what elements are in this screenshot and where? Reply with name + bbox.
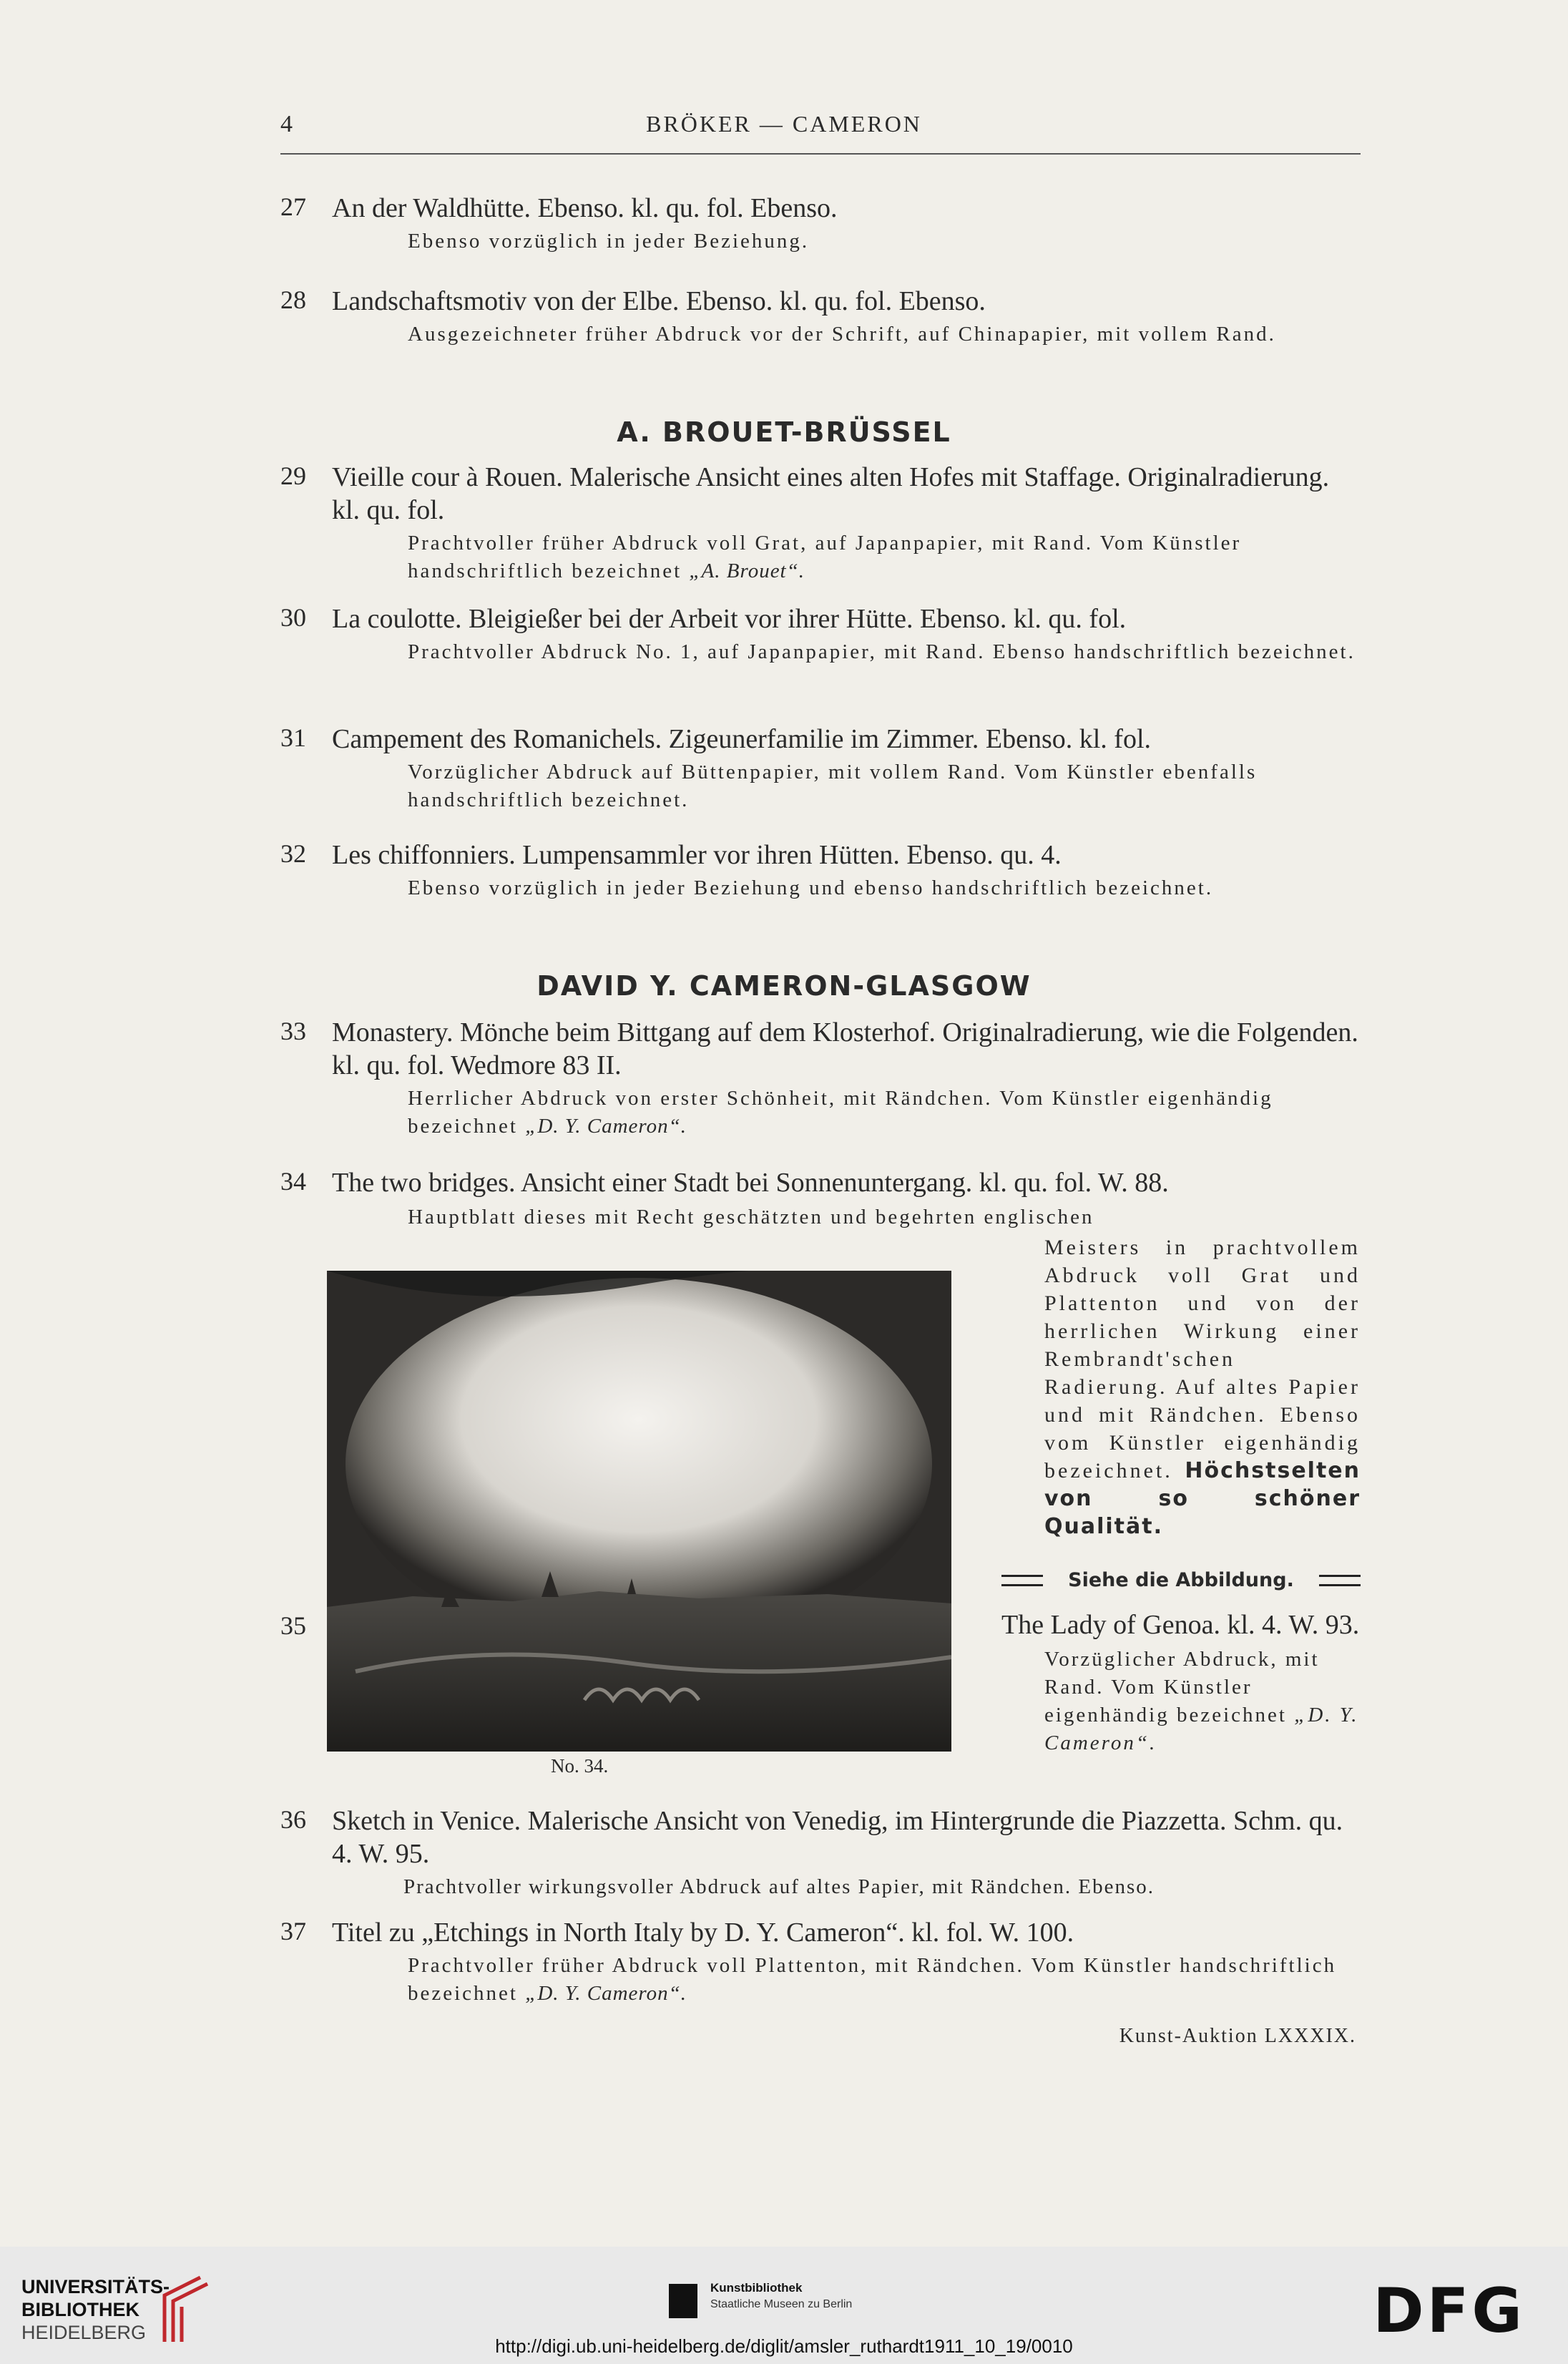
entry-number: 32 [280, 839, 306, 868]
etching-illustration [327, 1271, 951, 1752]
see-figure-note [1001, 1569, 1361, 1591]
entry-title: An der Waldhütte. Ebenso. kl. qu. fol. Ebenso. [332, 193, 838, 223]
entry-title: Sketch in Venice. Malerische Ansicht von Venedig, im Hintergrunde die Piazzetta. Schm. qu. 4. W. 95. [332, 1806, 1343, 1869]
section-heading-brouet: A. BROUET-BRÜSSEL [617, 416, 951, 448]
entry-title: The Lady of Genoa. kl. 4. W. 93. [1001, 1610, 1360, 1640]
entry-37 [280, 1916, 1361, 2008]
entry-note: Ebenso vorzüglich in jeder Beziehung und ebenso handschriftlich bezeichnet. [408, 876, 1214, 899]
entry-number: 27 [280, 192, 306, 221]
entry-28 [280, 285, 1361, 348]
library-name-line1: UNIVERSITÄTS- [21, 2276, 170, 2297]
entry-35 [1001, 1608, 1361, 1757]
entry-number: 28 [280, 285, 306, 314]
heidelberg-library-logo[interactable] [21, 2275, 170, 2344]
entry-29 [280, 461, 1361, 585]
entry-title: Titel zu „Etchings in North Italy by D. Y. Cameron“. kl. fol. W. 100. [332, 1918, 1074, 1948]
library-emblem-icon [157, 2274, 215, 2345]
library-name-line3: HEIDELBERG [21, 2322, 147, 2343]
section-heading-cameron: DAVID Y. CAMERON-GLASGOW [536, 970, 1032, 1002]
note-text: Prachtvoller früher Abdruck voll Grat, auf Japanpapier, mit Rand. Vom Künstler handschriftlich bezeichnet [408, 532, 1242, 582]
page-number: 4 [280, 111, 293, 137]
entry-note [408, 1952, 1361, 2008]
entry-number: 34 [280, 1167, 306, 1196]
entry-33 [280, 1016, 1361, 1141]
note-signature: „A. Brouet“. [689, 560, 805, 582]
note-signature: „D. Y. Cameron“. [525, 1982, 687, 2005]
entry-title: Vieille cour à Rouen. Malerische Ansicht eines alten Hofes mit Staffage. Originalradierung. kl. qu. fol. [332, 462, 1330, 525]
entry-34-side-text [1044, 1234, 1361, 1540]
note-emphasis: Höchstselten von so schöner Qualität. [1044, 1458, 1361, 1539]
entry-title: Les chiffonniers. Lumpensammler vor ihren Hütten. Ebenso. qu. 4. [332, 840, 1062, 870]
figure-caption: No. 34. [551, 1755, 609, 1777]
entry-note [408, 1085, 1361, 1141]
entry-note: Vorzüglicher Abdruck auf Büttenpapier, mit vollem Rand. Vom Künstler ebenfalls handschriftlich bezeichnet. [408, 761, 1258, 811]
entry-36 [280, 1804, 1361, 1901]
entry-number: 29 [280, 461, 306, 490]
entry-number: 30 [280, 603, 306, 632]
entry-title: La coulotte. Bleigießer bei der Arbeit vor ihrer Hütte. Ebenso. kl. qu. fol. [332, 604, 1127, 634]
kunstbibliothek-name: Kunstbibliothek [710, 2281, 803, 2295]
kunstbibliothek-subtitle: Staatliche Museen zu Berlin [710, 2298, 853, 2310]
note-text: Herrlicher Abdruck von erster Schönheit, mit Rändchen. Vom Künstler eigenhändig bezeichnet [408, 1087, 1273, 1138]
note-text: Prachtvoller früher Abdruck voll Plattenton, mit Rändchen. Vom Künstler handschriftlich bezeichnet [408, 1954, 1337, 2005]
entry-note: Ausgezeichneter früher Abdruck vor der Schrift, auf Chinapapier, mit vollem Rand. [408, 323, 1276, 346]
note-signature: „D. Y. Cameron“. [1044, 1704, 1359, 1754]
entry-31 [280, 723, 1361, 814]
entry-note: Ebenso vorzüglich in jeder Beziehung. [408, 230, 810, 253]
entry-title: The two bridges. Ansicht einer Stadt bei Sonnenuntergang. kl. qu. fol. W. 88. [332, 1168, 1169, 1198]
note-side: Meisters in prachtvollem Abdruck voll Grat und Plattenton und von der herrlichen Wirkung einer Rembrandt'schen Radierung. Auf altes Papier und mit Rändchen. Ebenso vom Künstler eigenhändig bezeichnet. [1044, 1236, 1361, 1483]
entry-title: Landschaftsmotiv von der Elbe. Ebenso. kl. qu. fol. Ebenso. [332, 286, 986, 316]
library-name-line2: BIBLIOTHEK [21, 2299, 139, 2320]
entry-note [1044, 1646, 1361, 1757]
entry-27 [280, 192, 1361, 255]
entry-number: 36 [280, 1805, 306, 1834]
entry-title: Monastery. Mönche beim Bittgang auf dem Klosterhof. Originalradierung, wie die Folgenden. kl. qu. fol. Wedmore 83 II. [332, 1017, 1358, 1080]
entry-note-lead: Hauptblatt dieses mit Recht geschätzten und begehrten englischen [408, 1206, 1094, 1229]
entry-32 [280, 839, 1361, 902]
entry-title: Campement des Romanichels. Zigeunerfamilie im Zimmer. Ebenso. kl. fol. [332, 724, 1152, 754]
entry-note: Prachtvoller wirkungsvoller Abdruck auf altes Papier, mit Rändchen. Ebenso. [403, 1875, 1155, 1898]
digitization-footer-bar [0, 2247, 1568, 2364]
note-text: Vorzüglicher Abdruck, mit Rand. Vom Künstler eigenhändig bezeichnet [1044, 1648, 1320, 1726]
dfg-logo[interactable]: DFG [1373, 2275, 1525, 2347]
entry-number: 33 [280, 1017, 306, 1045]
entry-number: 31 [280, 723, 306, 752]
running-head: BRÖKER — CAMERON [646, 111, 922, 137]
entry-number: 35 [280, 1611, 306, 1640]
permalink-url[interactable]: http://digi.ub.uni-heidelberg.de/diglit/amsler_ruthardt1911_10_19/0010 [495, 2335, 1073, 2357]
see-figure-label: Siehe die Abbildung. [1068, 1569, 1294, 1591]
double-rule-icon [1001, 1575, 1043, 1586]
auction-footer: Kunst-Auktion LXXXIX. [1119, 2025, 1356, 2047]
header-rule [280, 153, 1361, 155]
entry-34 [280, 1166, 1361, 1231]
entry-number: 37 [280, 1917, 306, 1945]
note-signature: „D. Y. Cameron“. [525, 1115, 687, 1138]
double-rule-icon [1319, 1575, 1361, 1586]
entry-30 [280, 602, 1361, 666]
kunstbibliothek-mark-icon [669, 2284, 697, 2318]
entry-note: Prachtvoller Abdruck No. 1, auf Japanpapier, mit Rand. Ebenso handschriftlich bezeichnet. [408, 640, 1356, 663]
entry-note [408, 529, 1361, 585]
etching-image [327, 1271, 951, 1752]
